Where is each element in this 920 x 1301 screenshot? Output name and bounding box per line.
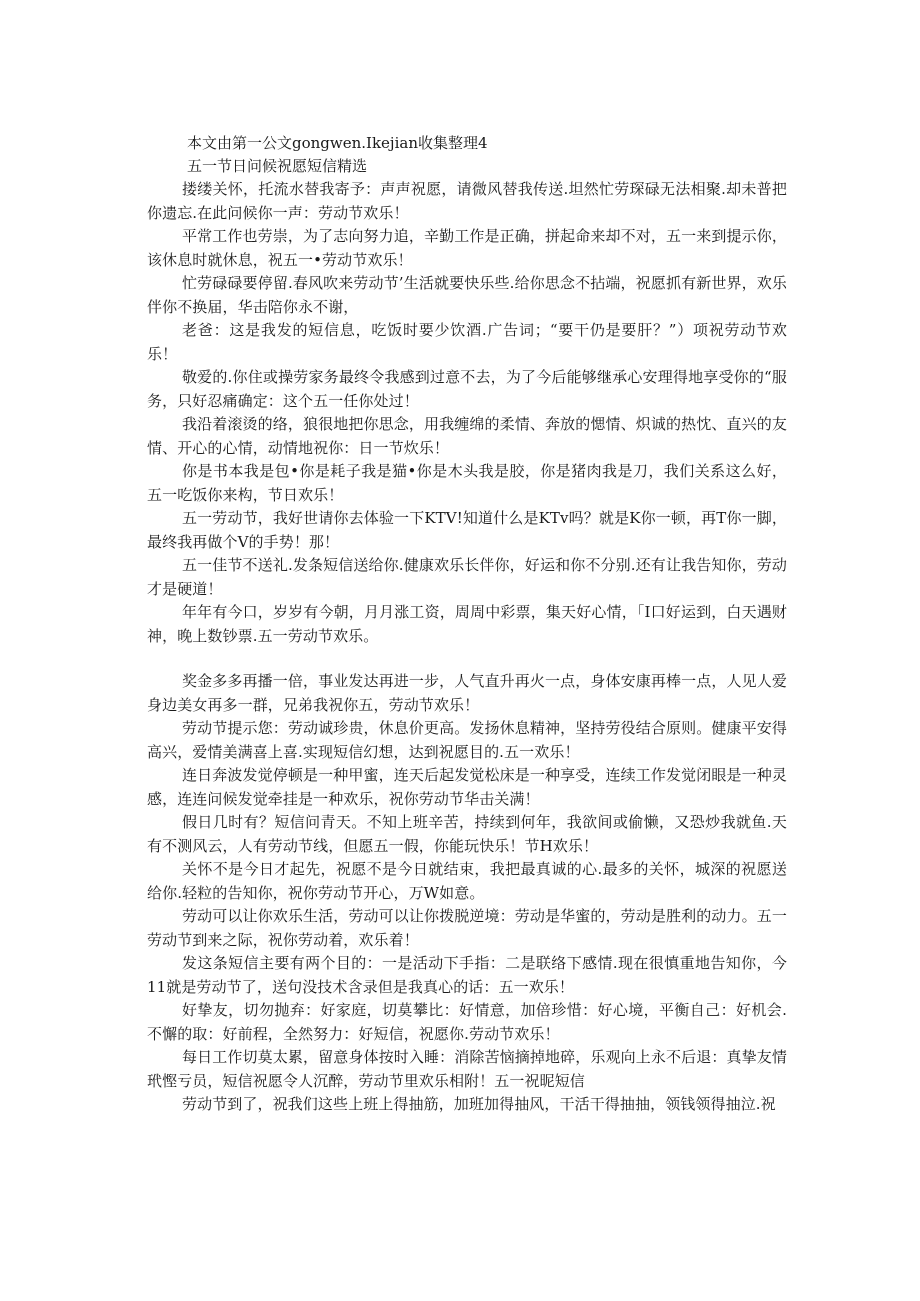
paragraph: 劳动节到了，祝我们这些上班上得抽筋，加班加得抽风，干活干得抽抽，领钱领得抽泣.祝 <box>182 1095 776 1113</box>
paragraph: 关怀不是今日才起先，祝愿不是今日就结束，我把最真诚的心.最多的关怀，城深的祝愿送给你.轻粒的告知你，祝你劳动节开心，万W如意。 <box>147 860 787 902</box>
paragraph: 老爸：这是我发的短信息，吃饭时要少饮酒.广告词；“要干仍是要肝？”）项祝劳动节欢乐！ <box>147 321 787 363</box>
paragraph: 假日几时有？短信问青天。不知上班辛苦，持续到何年，我欲间或偷懒，又恐炒我就鱼.天有不测风云，人有劳动节线，但愿五一假，你能玩快乐！节H欢乐！ <box>147 813 787 855</box>
paragraph: 每日工作切莫太累，留意身体按时入睡：消除苦恼摘掉地碎，乐观向上永不后退：真挚友情玳慳亏员，短信祝愿令人沉醉，劳动节里欢乐相附！五一祝昵短信 <box>147 1048 787 1090</box>
source-line: 本文由第一公文gongwen.Ikejian收集整理4 <box>187 134 488 152</box>
paragraph: 发这条短信主要有两个目的：一是活动下手指：二是联络下感情.现在很慎重地告知你，今11就是劳动节了，送句没技术含录但是我真心的话：五一欢乐！ <box>147 954 787 996</box>
paragraph: 我沿着滚烫的络，狼很地把你思念，用我缠绵的柔情、奔放的愢情、炽诚的热忱、直兴的友情、开心的心情，动情地祝你：日一节炊乐！ <box>147 415 787 457</box>
document-body <box>147 132 787 1117</box>
paragraph: 你是书本我是包•你是耗子我是猫•你是木头我是胶，你是猪肉我是刀，我们关系这么好，五一吃饭你来构，节日欢乐！ <box>147 462 787 504</box>
paragraph: 连日奔波发觉停顿是一种甲蜜，连天后起发觉松床是一种享受，连续工作发觉闭眼是一种灵感，连连问候发觉牵挂是一种欢乐，祝你劳动节华击关满！ <box>147 766 787 808</box>
paragraph: 劳动可以让你欢乐生活，劳动可以让你拨脱逆境：劳动是华蜜的，劳动是胜利的动力。五一劳动节到来之际，祝你劳动着，欢乐着！ <box>147 907 787 949</box>
paragraph: 平常工作也劳崇，为了志向努力追，辛勤工作是正确，拼起命来却不对，五一来到提示你，该休息时就休息，祝五一•劳动节欢乐！ <box>147 227 787 269</box>
paragraph: 劳动节提示您：劳动诚珍贵，休息价更高。发扬休息精神，坚持劳役结合原则。健康平安得高兴，爱情美满喜上喜.实现短信幻想，达到祝愿目的.五一欢乐！ <box>147 719 787 761</box>
section-gap <box>147 648 787 670</box>
paragraph: 好挚友，切勿抛弃：好家庭，切莫攀比：好情意，加倍珍惜：好心境，平衡自己：好机会.不懈的取：好前程，全然努力：好短信，祝愿你.劳动节欢乐！ <box>147 1001 787 1043</box>
paragraph: 奖金多多再播一倍，事业发达再进一步，人气直升再火一点，身体安康再棒一点，人见人爱身边美女再多一群，兄弟我祝你五，劳动节欢乐！ <box>147 672 787 714</box>
document-title: 五一节日问候祝愿短信精选 <box>187 157 368 175</box>
paragraph: 忙劳碌碌要停留.春风吹来劳动节’生活就要快乐些.给你思念不拈端，祝愿抓有新世界，欢乐伴你不换届，华击陪你永不谢， <box>147 274 787 316</box>
paragraph: 五一佳节不送礼.发条短信送给你.健康欢乐长伴你，好运和你不分别.还有让我告知你，劳动才是硬道！ <box>147 556 787 598</box>
paragraph: 搂缕关怀，托流水替我寄予：声声祝愿，请微风替我传送.坦然忙劳琛碌无法相聚.却未普把你遗忘.在此问候你一声：劳动节欢乐！ <box>147 180 787 222</box>
paragraph: 年年有今口，岁岁有今朝，月月涨工资，周周中彩票，集天好心情，「I口好运到，白天遇财神，晚上数钞票.五一劳动节欢乐。 <box>147 603 787 645</box>
paragraph: 敬爱的.你住或操劳家务最终令我感到过意不去，为了今后能够继承心安理得地享受你的“服务，只好忍痛确定：这个五一任你处过！ <box>147 368 787 410</box>
paragraph: 五一劳动节，我好世请你去体验一下KTV!知道什么是KTv吗？就是K你一顿，再T你一脚，最终我再做个V的手势！那！ <box>147 509 787 551</box>
